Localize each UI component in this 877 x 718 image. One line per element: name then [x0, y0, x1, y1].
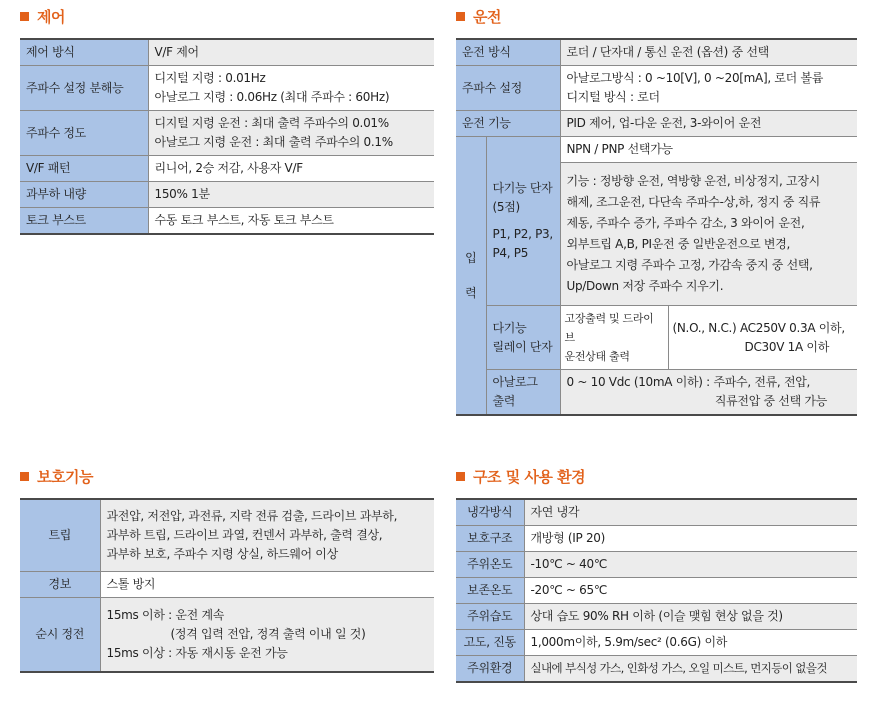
value-line: 과전압, 저전압, 과전류, 지락 전류 검출, 드라이브 과부하, [106, 509, 398, 523]
value-line: 디지털 방식 : 로더 [566, 90, 660, 104]
control-title: 제어 [37, 7, 65, 26]
protection-title: 보호기능 [37, 467, 93, 486]
control-section [20, 6, 434, 235]
row-value: 수동 토크 부스트, 자동 토크 부스트 [148, 208, 434, 235]
protection-heading [20, 466, 434, 486]
value-line: 아날로그 지령 운전 : 최대 출력 주파수의 0.1% [154, 135, 393, 149]
row-value: 로더 / 단자대 / 통신 운전 (옵션) 중 선택 [560, 39, 857, 66]
label-line: 릴레이 단자 [492, 339, 553, 354]
row-label: 주파수 설정 분해능 [20, 66, 148, 111]
label-line: (5점) [492, 200, 520, 214]
row-label: 제어 방식 [20, 39, 148, 66]
table-row [20, 66, 434, 111]
row-value [100, 598, 434, 673]
row-value: NPN / PNP 선택가능 [560, 137, 857, 163]
value-line: 디지털 지령 운전 : 최대 출력 주파수의 0.01% [154, 116, 389, 130]
operation-table [456, 38, 857, 416]
row-value: 상대 습도 90% RH 이하 (이슬 맺힘 현상 없을 것) [524, 604, 857, 630]
row-value [100, 499, 434, 572]
table-row [20, 598, 434, 673]
value-line: 고장출력 및 드라이브 [564, 312, 654, 344]
table-row [456, 137, 857, 163]
table-row [456, 66, 857, 111]
row-label: 보호구조 [456, 526, 524, 552]
analog-output-label [486, 370, 560, 416]
value-line: (N.O., N.C.) AC250V 0.3A 이하, [672, 320, 845, 335]
table-row [456, 578, 857, 604]
value-line: (정격 입력 전압, 정격 출력 이내 일 것) [170, 627, 366, 641]
value-line: Up/Down 저장 주파수 지우기. [566, 279, 724, 293]
row-label: 주위환경 [456, 656, 524, 683]
control-heading [20, 6, 434, 26]
control-table [20, 38, 434, 235]
table-row [20, 208, 434, 235]
row-value: -10℃ ~ 40℃ [524, 552, 857, 578]
label-line: 다기능 단자 [492, 181, 553, 195]
input-group-label [456, 137, 486, 416]
value-line: 제동, 주파수 증가, 주파수 감소, 3 와이어 운전, [566, 216, 805, 230]
label-line: P4, P5 [492, 246, 529, 260]
environment-title: 구조 및 사용 환경 [473, 467, 586, 486]
row-label: 순시 정전 [20, 598, 100, 673]
operation-title: 운전 [473, 7, 501, 26]
row-value: 개방형 (IP 20) [524, 526, 857, 552]
table-row [456, 552, 857, 578]
row-value: 1,000m이하, 5.9m/sec² (0.6G) 이하 [524, 630, 857, 656]
row-value: 150% 1분 [148, 182, 434, 208]
value-line: 아날로그 지령 주파수 고정, 가감속 중지 중 선택, [566, 258, 813, 272]
value-line: 기능 : 정방향 운전, 역방향 운전, 비상정지, 고장시 [566, 174, 820, 188]
table-row [20, 39, 434, 66]
table-row [456, 39, 857, 66]
protection-table [20, 498, 434, 673]
environment-heading [456, 466, 857, 486]
square-bullet-icon [456, 472, 465, 481]
row-value: PID 제어, 업-다운 운전, 3-와이어 운전 [560, 111, 857, 137]
row-value [148, 111, 434, 156]
row-label: 주파수 설정 [456, 66, 560, 111]
table-row [456, 604, 857, 630]
input-label-char: 입 [465, 250, 477, 265]
row-label: 냉각방식 [456, 499, 524, 526]
table-row [20, 572, 434, 598]
table-row [456, 656, 857, 683]
value-line: 직류전압 중 선택 가능 [714, 394, 827, 408]
table-row [20, 156, 434, 182]
environment-table [456, 498, 857, 683]
row-value [148, 66, 434, 111]
relay-label [486, 306, 560, 370]
table-row [456, 630, 857, 656]
value-line: 해제, 조그운전, 다단속 주파수-상,하, 정지 중 직류 [566, 195, 821, 209]
row-value [560, 370, 857, 416]
relay-rating [668, 306, 857, 370]
row-value: 자연 냉각 [524, 499, 857, 526]
table-row [20, 182, 434, 208]
square-bullet-icon [456, 12, 465, 21]
table-row [456, 111, 857, 137]
value-line: 과부하 트립, 드라이브 과열, 컨덴서 과부하, 출력 결상, [106, 528, 383, 542]
row-value: 스톨 방지 [100, 572, 434, 598]
table-row [456, 370, 857, 416]
value-line: 아날로그방식 : 0 ~10[V], 0 ~20[mA], 로더 볼륨 [566, 71, 824, 85]
row-value [560, 163, 857, 306]
row-value [560, 66, 857, 111]
multi-function-label [486, 137, 560, 306]
label-line: 출력 [492, 394, 516, 408]
table-row [456, 499, 857, 526]
table-row [20, 111, 434, 156]
value-line: 과부하 보호, 주파수 지령 상실, 하드웨어 이상 [106, 547, 338, 561]
value-line: 15ms 이상 : 자동 재시동 운전 가능 [106, 646, 288, 660]
label-line: 아날로그 [492, 375, 538, 389]
relay-description [560, 306, 668, 370]
row-label: 트립 [20, 499, 100, 572]
row-value: 실내에 부식성 가스, 인화성 가스, 오일 미스트, 먼지등이 없을것 [524, 656, 857, 683]
value-line: DC30V 1A 이하 [744, 339, 829, 354]
protection-section [20, 466, 434, 673]
label-line: 다기능 [492, 320, 527, 335]
row-label: 주위습도 [456, 604, 524, 630]
row-label: 주위온도 [456, 552, 524, 578]
row-label: 과부하 내량 [20, 182, 148, 208]
operation-section [456, 6, 857, 416]
value-line: 아날로그 지령 : 0.06Hz (최대 주파수 : 60Hz) [154, 90, 390, 104]
row-label: V/F 패턴 [20, 156, 148, 182]
value-line: 운전상태 출력 [564, 350, 630, 363]
value-line: 디지털 지령 : 0.01Hz [154, 71, 266, 85]
row-label: 운전 방식 [456, 39, 560, 66]
value-line: 외부트립 A,B, PI운전 중 일반운전으로 변경, [566, 237, 791, 251]
input-label-char: 력 [465, 285, 477, 300]
operation-heading [456, 6, 857, 26]
value-line: 0 ~ 10 Vdc (10mA 이하) : 주파수, 전류, 전압, [566, 375, 811, 389]
row-value: V/F 제어 [148, 39, 434, 66]
square-bullet-icon [20, 472, 29, 481]
row-label: 경보 [20, 572, 100, 598]
row-label: 고도, 진동 [456, 630, 524, 656]
label-line: P1, P2, P3, [492, 227, 553, 241]
row-label: 토크 부스트 [20, 208, 148, 235]
row-label: 주파수 정도 [20, 111, 148, 156]
table-row [20, 499, 434, 572]
row-label: 운전 기능 [456, 111, 560, 137]
row-label: 보존온도 [456, 578, 524, 604]
table-row [456, 526, 857, 552]
environment-section [456, 466, 857, 683]
value-line: 15ms 이하 : 운전 계속 [106, 608, 225, 622]
row-value: -20℃ ~ 65℃ [524, 578, 857, 604]
square-bullet-icon [20, 12, 29, 21]
row-value: 리니어, 2승 저감, 사용자 V/F [148, 156, 434, 182]
